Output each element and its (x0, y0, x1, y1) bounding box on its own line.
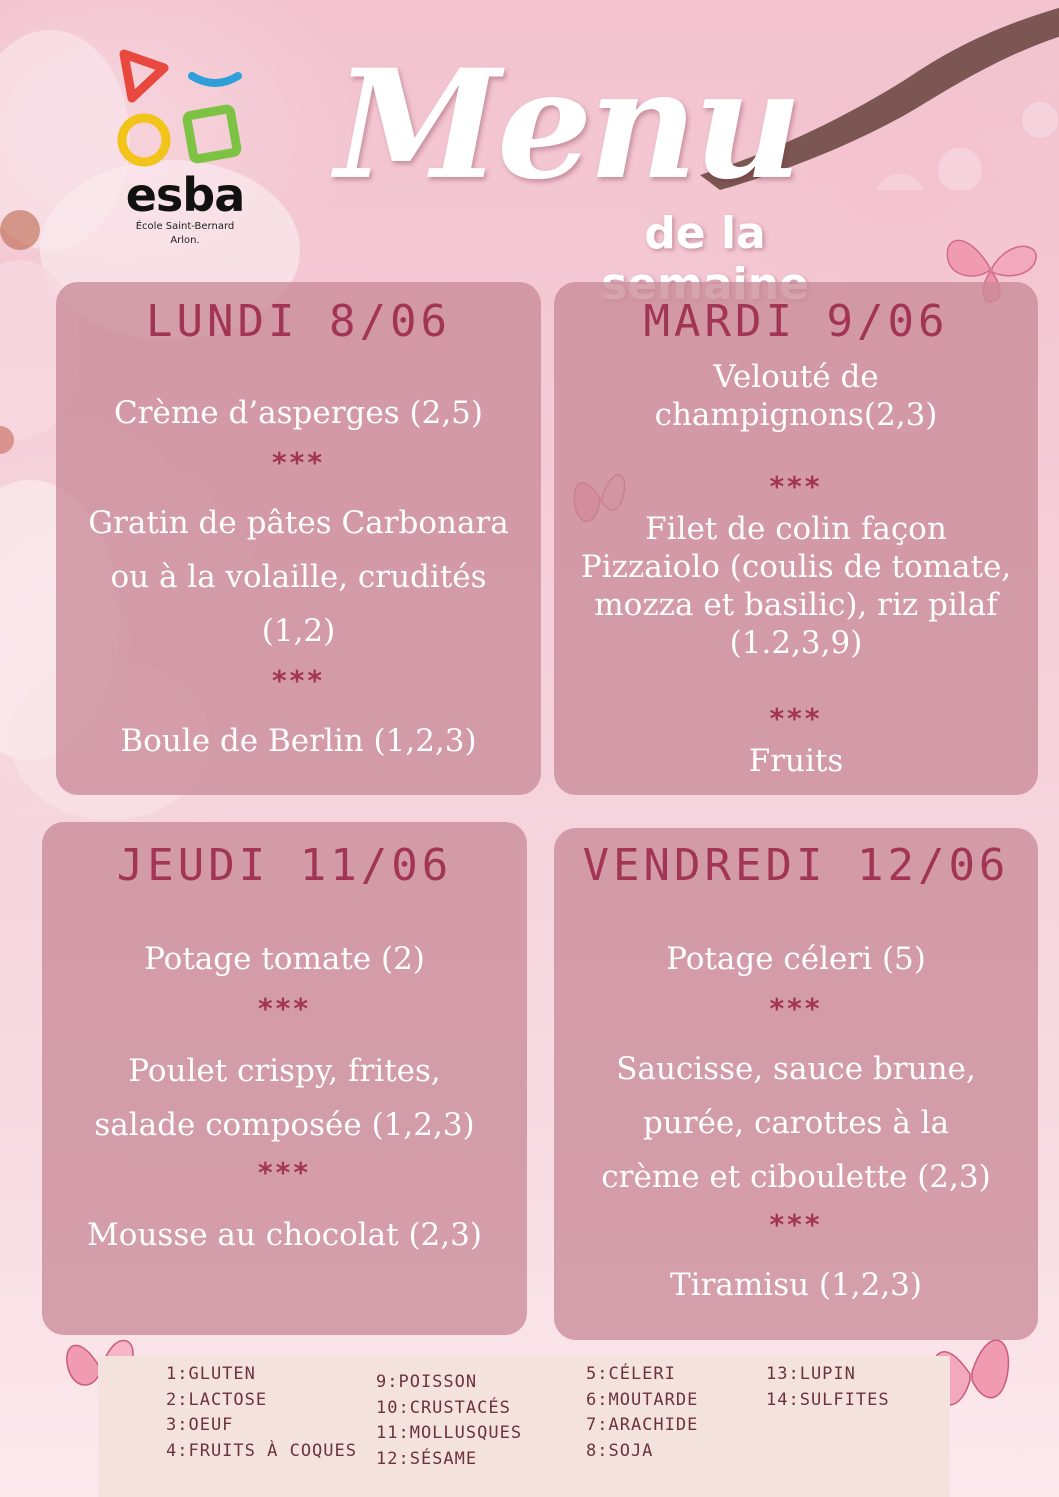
dessert: Mousse au chocolat (2,3) (87, 1217, 482, 1253)
day-card-monday (56, 282, 541, 795)
starter: Potage tomate (2) (144, 941, 425, 977)
allergen-item: 2:LACTOSE (166, 1389, 268, 1410)
page-subtitle: de la (644, 208, 766, 259)
main-course-line: (1,2) (261, 613, 336, 649)
separator: *** (272, 446, 325, 479)
main-course-line: Filet de colin façon (645, 511, 947, 547)
logo-wordmark: esba (125, 168, 245, 222)
day-title: JEUDI 11/06 (116, 840, 453, 891)
separator: *** (272, 664, 325, 697)
day-title: VENDREDI 12/06 (582, 840, 1010, 891)
allergen-item: 10:CRUSTACÉS (376, 1397, 511, 1418)
day-card-thursday (42, 822, 527, 1335)
allergen-column (766, 1362, 890, 1413)
separator: *** (769, 992, 823, 1025)
allergen-item: 4:FRUITS À COQUES (166, 1440, 357, 1461)
separator: *** (769, 470, 823, 503)
main-course-line: (1.2,3,9) (729, 625, 863, 661)
starter: Potage céleri (5) (666, 941, 926, 977)
allergen-item: 3:OEUF (166, 1415, 234, 1435)
main-course-line: salade composée (1,2,3) (94, 1107, 475, 1143)
main-course-line: purée, carottes à la (642, 1105, 950, 1141)
allergen-item: 13:LUPIN (766, 1364, 856, 1384)
allergen-item: 5:CÉLERI (586, 1364, 676, 1384)
main-course-line: mozza et basilic), riz pilaf (594, 587, 998, 623)
main-course-line: Pizzaiolo (coulis de tomate, (580, 549, 1012, 585)
allergen-item: 14:SULFITES (766, 1389, 890, 1410)
separator: *** (769, 702, 823, 735)
main-course-line: Saucisse, sauce brune, (616, 1051, 976, 1087)
allergen-item: 9:POISSON (376, 1372, 478, 1392)
main-course-line: Gratin de pâtes Carbonara (88, 505, 509, 541)
allergen-legend (98, 1356, 950, 1497)
logo-shapes-icon (110, 48, 260, 168)
main-course-line: crème et ciboulette (2,3) (601, 1159, 991, 1195)
dessert: Fruits (748, 743, 844, 779)
starter-line: champignons(2,3) (654, 397, 938, 433)
starter: Crème d’asperges (2,5) (113, 395, 484, 431)
logo-subtitle: École Saint-Bernard Arlon. (135, 221, 235, 246)
separator: *** (769, 1208, 823, 1241)
main-course-line: Poulet crispy, frites, (128, 1053, 441, 1089)
allergen-column (586, 1362, 698, 1464)
dessert: Boule de Berlin (1,2,3) (120, 723, 477, 759)
day-card-tuesday (554, 282, 1038, 795)
allergen-column (166, 1362, 357, 1464)
allergen-item: 7:ARACHIDE (586, 1415, 699, 1435)
allergen-item: 1:GLUTEN (166, 1364, 256, 1384)
allergen-column (376, 1370, 522, 1472)
day-title: MARDI 9/06 (643, 296, 949, 347)
day-card-friday (554, 828, 1038, 1340)
day-title: LUNDI 8/06 (146, 296, 451, 347)
allergen-item: 8:SOJA (586, 1440, 654, 1461)
school-logo (110, 48, 260, 273)
separator: *** (258, 1156, 311, 1189)
dessert: Tiramisu (1,2,3) (670, 1267, 922, 1303)
main-course-line: ou à la volaille, crudités (110, 559, 487, 595)
starter-line: Velouté de (713, 359, 879, 395)
allergen-item: 6:MOUTARDE (586, 1389, 699, 1410)
allergen-item: 11:MOLLUSQUES (376, 1423, 523, 1443)
separator: *** (258, 992, 311, 1025)
allergen-item: 12:SÉSAME (376, 1448, 478, 1469)
page-title: Menu (335, 37, 799, 213)
